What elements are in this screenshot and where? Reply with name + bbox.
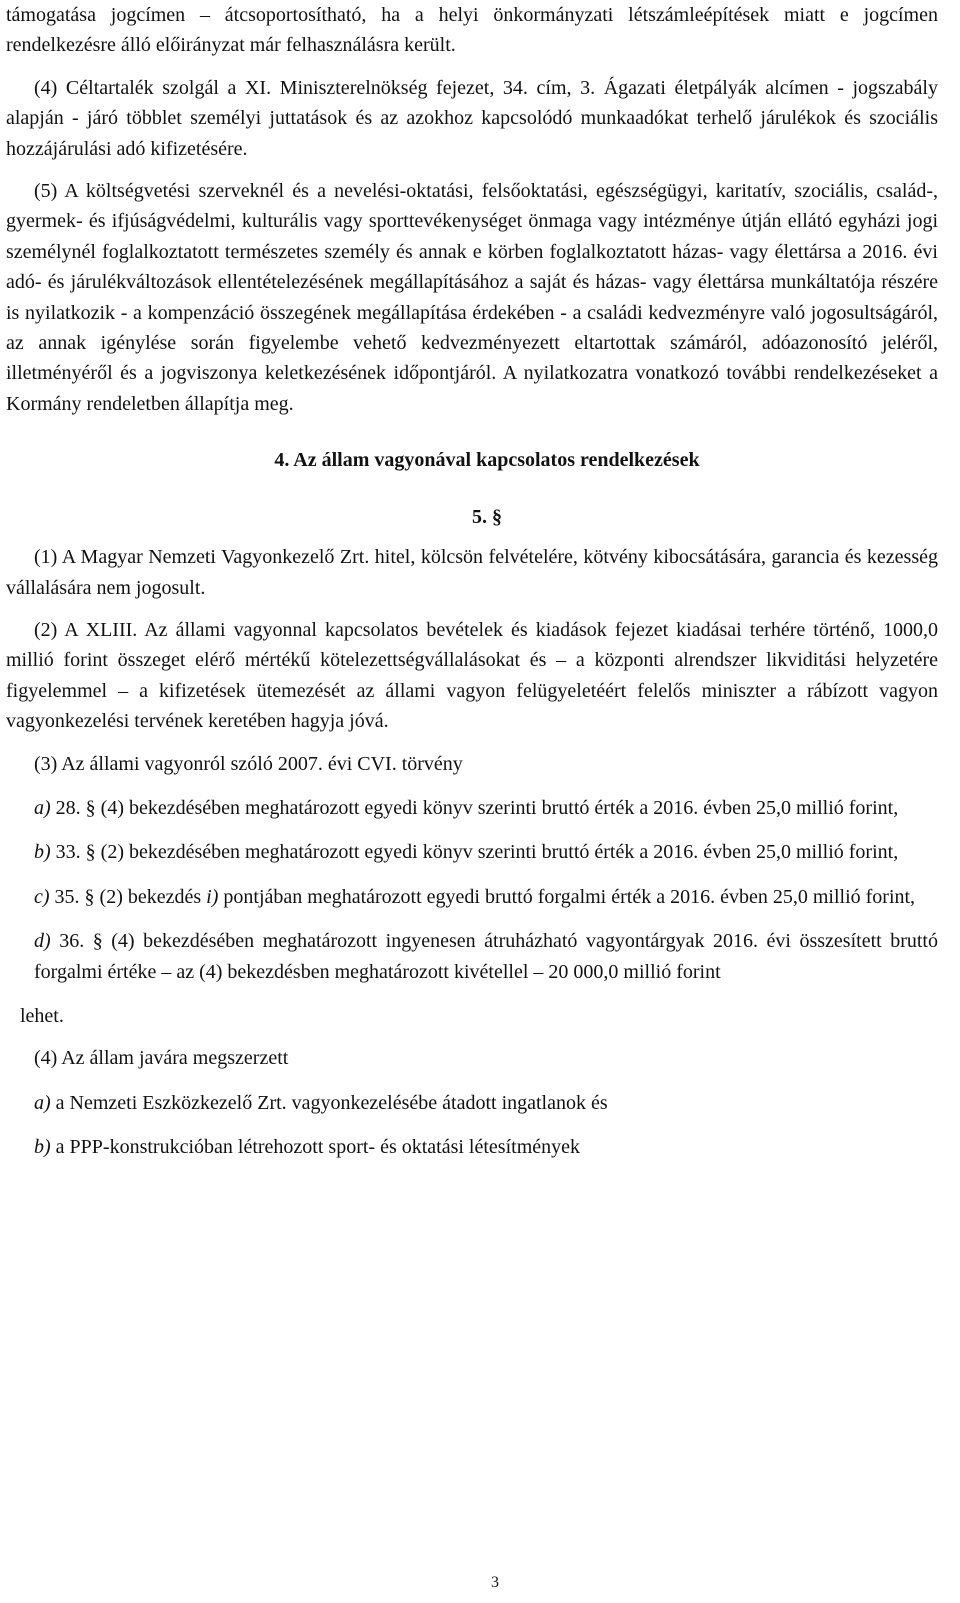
paragraph-5: (5) A költségvetési szerveknél és a nevelési-oktatási, felsőoktatási, egészségügyi, karitatív, szociális, család-, gyermek- és ifjúságvédelmi, kulturális vagy sporttevékenységet önmaga vagy intézménye útján ellátó egyházi jogi személynél foglalkoztatott természetes személy és annak e körben foglalkoztatott házas- vagy élettársa a 2016. évi adó- és járulékváltozások ellentételezésének megállapításához a saját és házas- vagy élettársa munkáltatója részére is nyilatkozik - a kompenzáció összegének megállapítása érdekében - a családi kedvezményre való jogosultságáról, az annak igénylése során figyelembe vehető kedvezményezett eltartottak számáról, adóazonosító jeléről, illetményéről és a jogviszonya keletkezésének időpontjáról. A nyilatkozatra vonatkozó további rendelkezéseket a Kormány rendeletben állapítja meg.: [6, 180, 938, 415]
item-text: 36. § (4) bekezdésében meghatározott ingyenesen átruházható vagyontárgyak 2016. évi összesített bruttó forgalmi értéke – az (4) bekezdésben meghatározott kivétellel – 20 000,0 millió forint: [34, 930, 938, 983]
section-5-paragraph-1: (1) A Magyar Nemzeti Vagyonkezelő Zrt. hitel, kölcsön felvételére, kötvény kibocsátására, garancia és kezesség vállalására nem jogosult.: [6, 546, 938, 599]
list-item-b: [6, 837, 938, 867]
chapter-heading: 4. Az állam vagyonával kapcsolatos rendelkezések: [274, 449, 700, 472]
item-label: a): [34, 1091, 51, 1114]
item-emphasis: i): [206, 885, 219, 908]
item-text-part-1: 35. § (2) bekezdés: [49, 885, 207, 908]
list-item-c: [6, 882, 938, 912]
list-item-d: [6, 926, 938, 987]
item-label: d): [34, 930, 51, 953]
item-text: 28. § (4) bekezdésében meghatározott egyedi könyv szerinti bruttó érték a 2016. évben 25,0 millió forint,: [50, 796, 899, 819]
paragraph-4: (4) Céltartalék szolgál a XI. Miniszterelnökség fejezet, 34. cím, 3. Ágazati életpályák alcímen - jogszabály alapján - járó többlet személyi juttatások és az azokhoz kapcsolódó munkaadókat terhelő járulékok és szociális hozzájárulási adó kifizetésére.: [6, 76, 938, 160]
section-5-paragraph-2: (2) A XLIII. Az állami vagyonnal kapcsolatos bevételek és kiadások fejezet kiadásai terhére történő, 1000,0 millió forint összeget elérő mértékű kötelezettségvállalásokat és – a központi alrendszer likviditási helyzetére figyelemmel – a kifizetések ütemezését az állami vagyon felügyeletéért felelős miniszter a rábízott vagyon vagyonkezelési tervének keretében hagyja jóvá.: [6, 618, 938, 733]
section-5-paragraph-3: (3) Az állami vagyonról szóló 2007. évi CVI. törvény: [34, 752, 463, 775]
item-text: a PPP-konstrukcióban létrehozott sport- és oktatási létesítmények: [50, 1136, 581, 1159]
page-number: 3: [491, 1574, 499, 1591]
item-text-part-2: pontjában meghatározott egyedi bruttó forgalmi érték a 2016. évben 25,0 millió forint,: [218, 885, 916, 908]
list-item-4b: [6, 1132, 938, 1162]
closing-word: lehet.: [20, 1004, 64, 1027]
list-item-4a: [6, 1088, 938, 1118]
item-label: b): [34, 841, 51, 864]
item-label: a): [34, 796, 51, 819]
item-label: b): [34, 1136, 51, 1159]
item-label: c): [34, 885, 50, 908]
section-5-paragraph-4: (4) Az állam javára megszerzett: [34, 1047, 289, 1070]
section-number: 5. §: [472, 505, 502, 528]
item-text: a Nemzeti Eszközkezelő Zrt. vagyonkezelésébe átadott ingatlanok és: [50, 1091, 608, 1114]
list-item-a: [6, 793, 938, 823]
paragraph-continued: támogatása jogcímen – átcsoportosítható, ha a helyi önkormányzati létszámleépítések miatt e jogcímen rendelkezésre álló előirányzat már felhasználásra került.: [6, 4, 938, 57]
item-text: 33. § (2) bekezdésében meghatározott egyedi könyv szerinti bruttó érték a 2016. évben 25,0 millió forint,: [50, 841, 899, 864]
